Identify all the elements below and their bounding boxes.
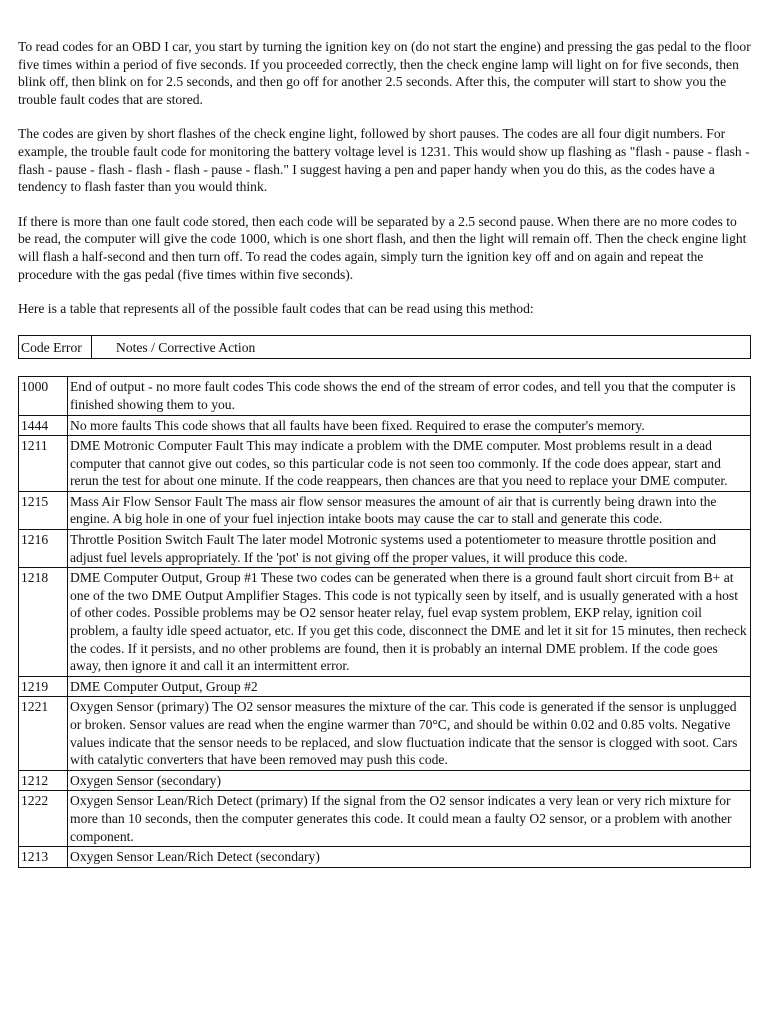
code-cell: 1215 — [19, 491, 68, 529]
code-cell: 1219 — [19, 676, 68, 697]
table-row — [19, 415, 751, 436]
multiple-codes-paragraph: If there is more than one fault code stored, then each code will be separated by a 2.5 second pause. When there are no more codes to be read, the computer will give the code 1000, which is one short flash, and then the light will remain off. Then the check engine light will flash a half-second and then turn off. To read the codes again, simply turn the ignition key off and on again and repeat the procedure with the gas pedal (five times within five seconds). — [18, 213, 747, 282]
table-row — [19, 491, 751, 529]
description-cell: DME Computer Output, Group #1 These two codes can be generated when there is a ground fault short circuit from B+ at one of the two DME Output Amplifier Stages. This code is not typically seen by itself, and is usually generated with a host of other codes. Possible problems may be O2 sensor heater relay, fuel evap system problem, EKP relay, ignition coil problem, a faulty idle speed actuator, etc. If you get this code, disconnect the DME and let it sit for 15 minutes, then recheck the codes. If it persists, and no other problems are found, then it is probably an internal DME problem. If the code goes away, then ignore it and call it an intermittent error. — [68, 568, 751, 677]
header-row — [19, 335, 751, 359]
header-notes: Notes / Corrective Action — [92, 335, 751, 359]
description-cell: No more faults This code shows that all faults have been fixed. Required to erase the computer's memory. — [68, 415, 751, 436]
table-row — [19, 770, 751, 791]
code-cell: 1222 — [19, 791, 68, 847]
code-cell: 1212 — [19, 770, 68, 791]
table-row — [19, 377, 751, 415]
description-cell: Oxygen Sensor Lean/Rich Detect (primary) If the signal from the O2 sensor indicates a very lean or very rich mixture for more than 10 seconds, then the computer generates this code. It could mean a faulty O2 sensor, or a problem with another component. — [68, 791, 751, 847]
code-cell: 1218 — [19, 568, 68, 677]
table-row — [19, 676, 751, 697]
intro-paragraph: To read codes for an OBD I car, you start by turning the ignition key on (do not start the engine) and pressing the gas pedal to the floor five times within a period of five seconds. If you proceeded correctly, then the check engine lamp will light on for five seconds, then blink off, then blink on for 2.5 seconds, and then go off for another 2.5 seconds. After this, the computer will start to show you the trouble fault codes that are stored. — [18, 39, 751, 107]
description-cell: Throttle Position Switch Fault The later model Motronic systems used a potentiometer to measure throttle position and adjust fuel levels appropriately. If the 'pot' is not giving off the proper values, it will produce this code. — [68, 530, 751, 568]
flash-explanation-paragraph: The codes are given by short flashes of the check engine light, followed by short pauses. The codes are all four digit numbers. For example, the trouble fault code for monitoring the battery voltage level is 1231. This would show up flashing as "flash - pause - flash - flash - pause - flash - flash - flash - pause - flash." I suggest having a pen and paper handy when you do this, as the codes have a tendency to flash faster than you would think. — [18, 126, 750, 195]
fault-code-table — [18, 376, 751, 867]
header-code-error: Code Error — [19, 335, 92, 359]
description-cell: Oxygen Sensor (secondary) — [68, 770, 751, 791]
table-intro-paragraph: Here is a table that represents all of the possible fault codes that can be read using this method: — [18, 301, 534, 317]
code-cell: 1444 — [19, 415, 68, 436]
table-row — [19, 436, 751, 492]
table-row — [19, 847, 751, 868]
description-cell: DME Computer Output, Group #2 — [68, 676, 751, 697]
code-cell: 1000 — [19, 377, 68, 415]
code-cell: 1216 — [19, 530, 68, 568]
table-row — [19, 530, 751, 568]
description-cell: Oxygen Sensor (primary) The O2 sensor measures the mixture of the car. This code is generated if the sensor is unplugged or broken. Sensor values are read when the engine warmer than 70°C, and should be within 0.02 and 0.85 volts. Negative values indicate that the sensor needs to be replaced, and slow fluctuation indicate that the sensor is clogged with soot. Cars with catalytic converters that have been removed may push this code. — [68, 697, 751, 770]
code-table-header — [18, 335, 751, 360]
code-cell: 1221 — [19, 697, 68, 770]
description-cell: Oxygen Sensor Lean/Rich Detect (secondary) — [68, 847, 751, 868]
code-cell: 1213 — [19, 847, 68, 868]
document-body — [18, 38, 752, 868]
code-cell: 1211 — [19, 436, 68, 492]
description-cell: End of output - no more fault codes This code shows the end of the stream of error codes, and tell you that the computer is finished showing them to you. — [68, 377, 751, 415]
description-cell: Mass Air Flow Sensor Fault The mass air flow sensor measures the amount of air that is currently being drawn into the engine. A big hole in one of your fuel injection intake boots may cause the car to stall and generate this code. — [68, 491, 751, 529]
table-row — [19, 568, 751, 677]
description-cell: DME Motronic Computer Fault This may indicate a problem with the DME computer. Most problems result in a dead computer that cannot give out codes, so this particular code is not seen too commonly. If the code does appear, start and rerun the test for about one minute. If the code reappears, then chances are that you need to replace your DME computer. — [68, 436, 751, 492]
table-row — [19, 791, 751, 847]
table-row — [19, 697, 751, 770]
